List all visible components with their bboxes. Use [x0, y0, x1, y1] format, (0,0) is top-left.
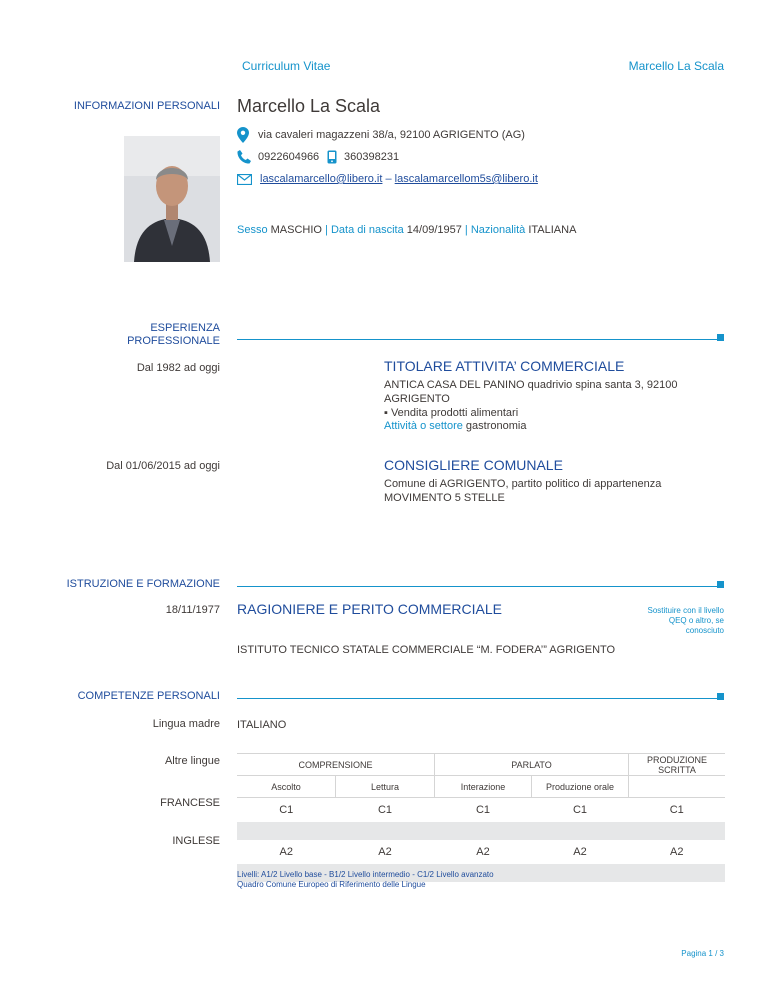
- education-title: RAGIONIERE E PERITO COMMERCIALE: [237, 601, 503, 617]
- dob-value: 14/09/1957: [406, 224, 462, 236]
- legend-levels: Livelli: A1/2 Livello base - B1/2 Livello intermedio - C1/2 Livello avanzato: [237, 870, 494, 879]
- language-name-french: FRANCESE: [160, 797, 220, 809]
- education-school: ISTITUTO TECNICO STATALE COMMERCIALE “M. FODERA’” AGRIGENTO: [237, 644, 616, 656]
- section-divider-end: [717, 334, 724, 341]
- profile-photo: [124, 136, 220, 262]
- experience-bullet-1: ▪ Vendita prodotti alimentari: [384, 407, 519, 419]
- personal-info-label: INFORMAZIONI PERSONALI: [73, 100, 220, 112]
- education-level-note: Sostituire con il livello QEQ o altro, se conosciuto: [647, 606, 724, 635]
- mother-tongue-label: Lingua madre: [152, 718, 220, 730]
- cv-header-name: Marcello La Scala: [628, 59, 724, 73]
- language-table: [237, 753, 725, 882]
- section-divider: [237, 698, 717, 699]
- phone-icon: [237, 150, 251, 164]
- experience-title-1: TITOLARE ATTIVITA’ COMMERCIALE: [384, 358, 625, 374]
- other-languages-label: Altre lingue: [164, 755, 220, 767]
- email-icon: [237, 174, 252, 185]
- phone-text: 0922604966: [258, 151, 320, 163]
- email-link-primary[interactable]: lascalamarcello@libero.it: [260, 173, 383, 185]
- table-row: [237, 840, 725, 864]
- header-reading: Lettura: [336, 776, 435, 798]
- location-icon: [237, 127, 249, 143]
- experience-section-label: [127, 322, 220, 348]
- table-row: [237, 798, 725, 822]
- skills-section-label: COMPETENZE PERSONALI: [77, 690, 220, 702]
- person-portrait: [124, 136, 220, 262]
- header-speaking: PARLATO: [435, 754, 629, 776]
- mother-tongue-value: ITALIANO: [237, 719, 287, 731]
- education-date: 18/11/1977: [165, 604, 220, 616]
- level-cell: C1: [572, 803, 588, 816]
- sector-value: gastronomia: [462, 420, 527, 432]
- header-production: Produzione orale: [532, 776, 629, 798]
- experience-label-line1: ESPERIENZA: [150, 322, 220, 334]
- email-secondary: lascalamarcellom5s@libero.it: [394, 173, 538, 185]
- education-section-label: ISTRUZIONE E FORMAZIONE: [66, 578, 220, 590]
- person-name: Marcello La Scala: [237, 96, 381, 116]
- header-writing-empty: [629, 776, 726, 798]
- experience-employer-2: Comune di AGRIGENTO, partito politico di appartenenza MOVIMENTO 5 STELLE: [384, 478, 662, 504]
- experience-sector-1: [384, 419, 526, 433]
- sex-value: MASCHIO: [270, 224, 322, 236]
- mobile-text: 360398231: [344, 151, 400, 163]
- header-listening: Ascolto: [237, 776, 336, 798]
- separator: |: [321, 224, 331, 236]
- level-cell: A2: [573, 845, 587, 858]
- experience-employer-1: ANTICA CASA DEL PANINO quadrivio spina santa 3, 92100 AGRIGENTO: [384, 379, 678, 405]
- header-comprehension: COMPRENSIONE: [237, 754, 435, 776]
- level-cell: C1: [279, 803, 294, 816]
- level-cell: A2: [476, 845, 490, 858]
- experience-title-2: CONSIGLIERE COMUNALE: [384, 457, 563, 473]
- level-cell: C1: [475, 803, 491, 816]
- experience-label-line2: PROFESSIONALE: [127, 335, 220, 347]
- mobile-icon: [327, 150, 337, 164]
- cv-header-title: Curriculum Vitae: [242, 59, 331, 73]
- address-text: via cavaleri magazzeni 38/a, 92100 AGRIGENTO (AG): [258, 129, 525, 141]
- experience-date-1: Dal 1982 ad oggi: [136, 362, 220, 374]
- personal-details: [237, 224, 576, 236]
- dob-label: Data di nascita: [330, 224, 404, 236]
- level-cell: C1: [377, 803, 393, 816]
- level-cell: A2: [279, 845, 293, 858]
- level-cell: A2: [378, 845, 392, 858]
- sex-label: Sesso: [237, 224, 268, 236]
- language-legend: [237, 870, 494, 890]
- level-cell: A2: [670, 845, 684, 858]
- section-divider-end: [717, 581, 724, 588]
- level-cell: C1: [669, 803, 684, 816]
- nationality-value: ITALIANA: [528, 224, 577, 236]
- page-number: Pagina 1 / 3: [681, 949, 724, 958]
- header-interaction: Interazione: [435, 776, 532, 798]
- header-writing: PRODUZIONE SCRITTA: [629, 754, 726, 776]
- experience-date-2: Dal 01/06/2015 ad oggi: [106, 460, 220, 472]
- legend-framework: Quadro Comune Europeo di Riferimento delle Lingue: [237, 880, 426, 889]
- section-divider: [237, 339, 717, 340]
- certificate-row: [237, 822, 725, 840]
- section-divider-end: [717, 693, 724, 700]
- language-name-english: INGLESE: [172, 835, 220, 847]
- section-divider: [237, 586, 717, 587]
- nationality-label: Nazionalità: [470, 224, 526, 236]
- sector-label: Attività o settore: [384, 420, 463, 432]
- email-separator: –: [382, 173, 395, 185]
- separator: |: [461, 224, 471, 236]
